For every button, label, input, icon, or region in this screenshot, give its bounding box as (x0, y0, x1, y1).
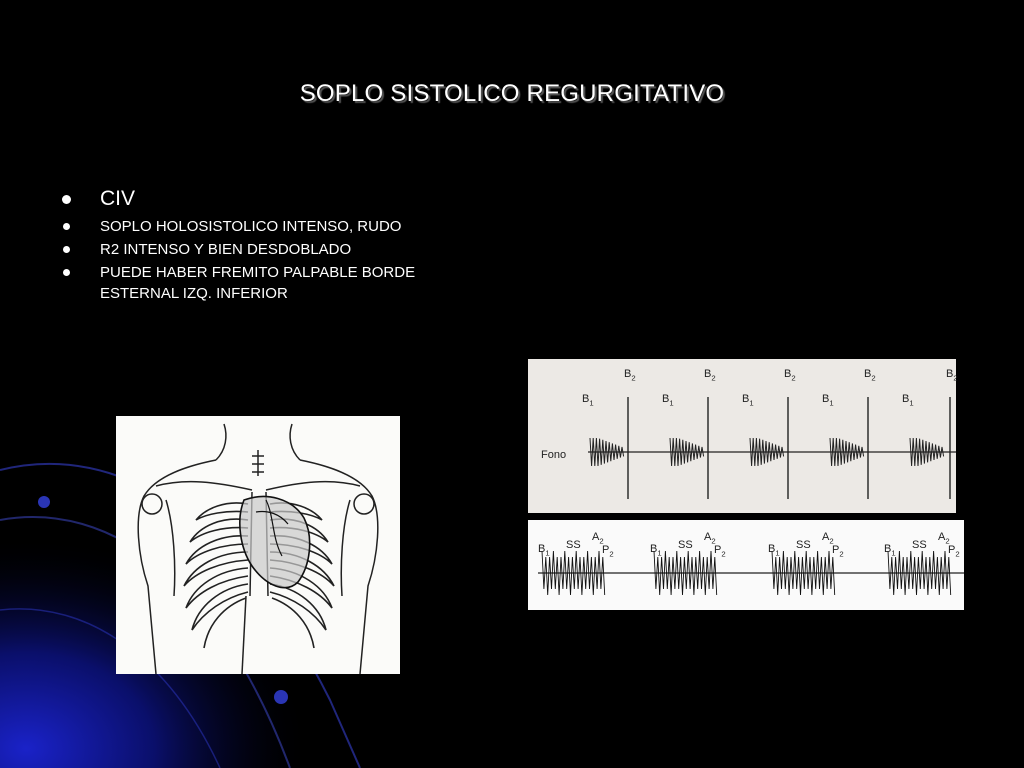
phonocardiogram (528, 359, 956, 513)
bullet-item: SOPLO HOLOSISTOLICO INTENSO, RUDO (62, 216, 480, 237)
p2-label: $P_2$ (602, 544, 614, 559)
chest-illustration (116, 416, 400, 674)
b1-label: $B_1$ (902, 393, 914, 408)
murmur-cycle (538, 531, 614, 595)
b1-label: $B_1$ (538, 543, 550, 558)
fono-cycle (742, 368, 796, 499)
bullet-item: R2 INTENSO Y BIEN DESDOBLADO (62, 239, 480, 260)
b1-label: $B_1$ (742, 393, 754, 408)
murmur-schematic (528, 520, 964, 610)
ss-label: SS (566, 539, 581, 551)
a2-label: $A_2$ (822, 531, 834, 546)
ss-label: SS (796, 539, 811, 551)
b2-label: $B_2$ (704, 368, 716, 383)
murmur-cycle (884, 531, 960, 595)
p2-label: $P_2$ (948, 544, 960, 559)
bullet-item: CIV (62, 184, 480, 214)
slide-title: SOPLO SISTOLICO REGURGITATIVO (299, 80, 725, 107)
a2-label: $A_2$ (704, 531, 716, 546)
b2-label: $B_2$ (784, 368, 796, 383)
b1-label: $B_1$ (768, 543, 780, 558)
b2-label: $B_2$ (946, 368, 958, 383)
b2-label: $B_2$ (864, 368, 876, 383)
p2-label: $P_2$ (714, 544, 726, 559)
murmur-cycle (650, 531, 726, 595)
ss-label: SS (912, 539, 927, 551)
b1-label: $B_1$ (582, 393, 594, 408)
fono-cycle (902, 368, 958, 499)
b1-label: $B_1$ (822, 393, 834, 408)
p2-label: $P_2$ (832, 544, 844, 559)
b1-label: $B_1$ (662, 393, 674, 408)
a2-label: $A_2$ (592, 531, 604, 546)
fono-cycle (662, 368, 716, 499)
murmur-cycle (768, 531, 844, 595)
b1-label: $B_1$ (884, 543, 896, 558)
b2-label: $B_2$ (624, 368, 636, 383)
bullet-item: PUEDE HABER FREMITO PALPABLE BORDE ESTERNAL IZQ. INFERIOR (62, 262, 480, 304)
fono-cycle (582, 368, 636, 499)
a2-label: $A_2$ (938, 531, 950, 546)
trace-label: Fono (541, 449, 567, 461)
b1-label: $B_1$ (650, 543, 662, 558)
fono-cycle (822, 368, 876, 499)
bullet-list (62, 184, 480, 304)
ss-label: SS (678, 539, 693, 551)
